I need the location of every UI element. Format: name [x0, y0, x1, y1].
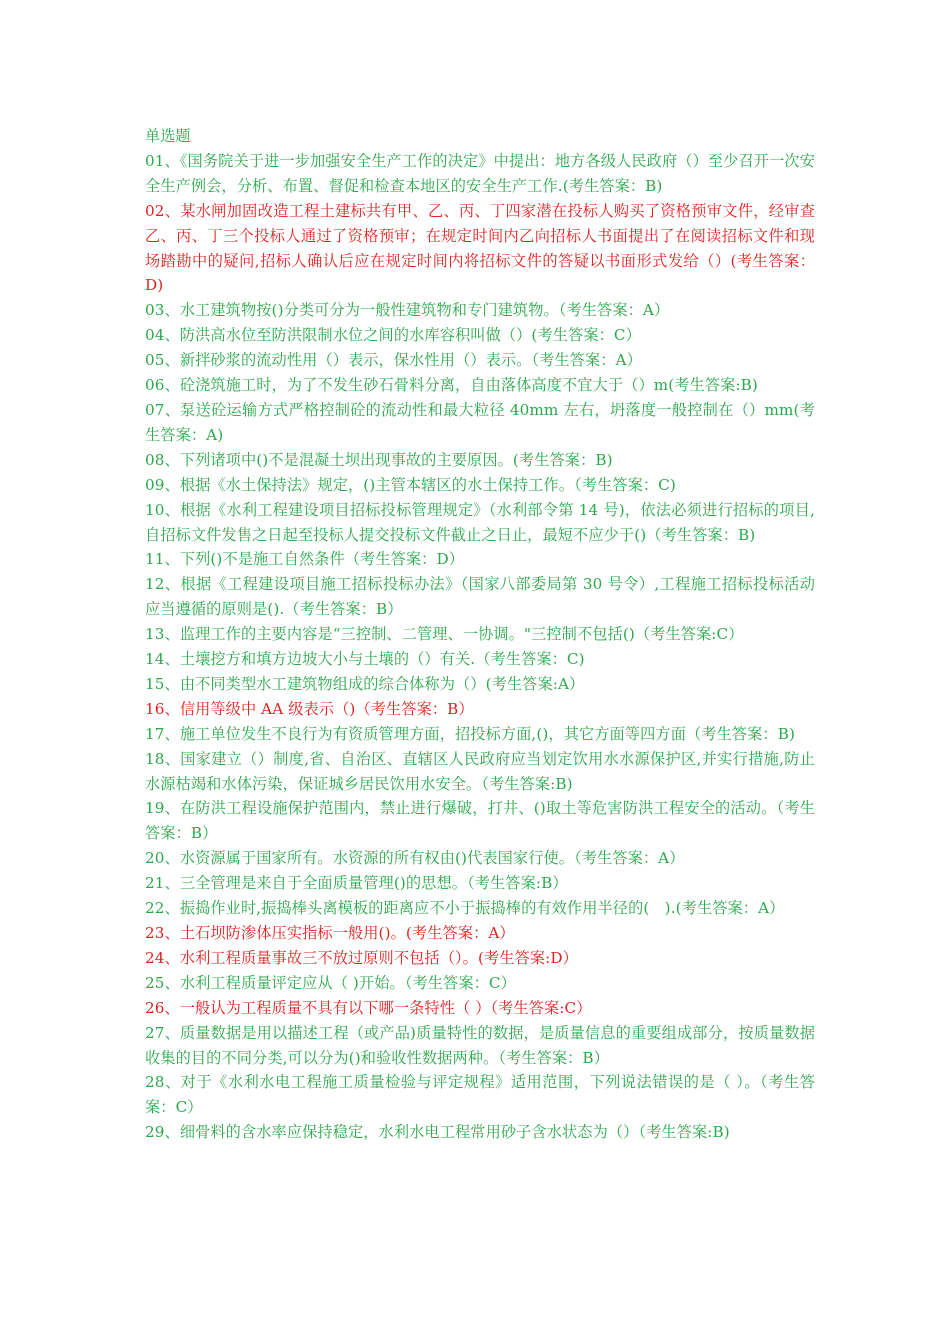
question-item: 27、质量数据是用以描述工程（或产品)质量特性的数据，是质量信息的重要组成部分，按质量数据收集的目的不同分类,可以分为()和验收性数据两种。（考生答案：B） — [145, 1023, 815, 1067]
section-title: 单选题 — [145, 127, 191, 145]
question-item: 13、监理工作的主要内容是“三控制、二管理、一协调。"三控制不包括()（考生答案:C） — [145, 625, 744, 644]
question-item: 19、在防洪工程设施保护范围内，禁止进行爆破，打井、()取土等危害防洪工程安全的活动。（考生答案：B） — [145, 799, 815, 843]
question-item: 12、根据《工程建设项目施工招标投标办法》（国家八部委局第 30 号令）,工程施工招标投标活动应当遵循的原则是().（考生答案：B） — [145, 575, 815, 619]
question-item: 22、振捣作业时,振捣棒头离模板的距离应不小于振捣棒的有效作用半径的( ).(考生答案：A） — [145, 899, 785, 918]
question-item: 26、一般认为工程质量不具有以下哪一条特性（ ）（考生答案:C） — [145, 998, 592, 1017]
question-item: 29、细骨料的含水率应保持稳定，水利水电工程常用砂子含水状态为（）（考生答案:B) — [145, 1123, 730, 1142]
question-item: 02、某水闸加固改造工程土建标共有甲、乙、丙、丁四家潜在投标人购买了资格预审文件，经审查乙、丙、丁三个投标人通过了资格预审；在规定时间内乙向招标人书面提出了在阅读招标文件和现场踏勘中的疑问,招标人确认后应在规定时间内将招标文件的答疑以书面形式发给（）(考生答案：D) — [145, 201, 815, 295]
question-list — [145, 124, 815, 1145]
question-item: 15、由不同类型水工建筑物组成的综合体称为（）(考生答案:A） — [145, 674, 585, 693]
question-item: 03、水工建筑物按()分类可分为一般性建筑物和专门建筑物。（考生答案：A） — [145, 301, 670, 320]
question-item: 24、水利工程质量事故三不放过原则不包括（）。(考生答案:D） — [145, 948, 578, 967]
question-item: 11、下列()不是施工自然条件（考生答案：D） — [145, 550, 465, 569]
question-item: 18、国家建立（）制度,省、自治区、直辖区人民政府应当划定饮用水水源保护区,并实行措施,防止水源枯竭和水体污染，保证城乡居民饮用水安全。（考生答案:B) — [145, 749, 815, 793]
question-item: 17、施工单位发生不良行为有资质管理方面，招投标方面,()，其它方面等四方面（考生答案：B) — [145, 724, 796, 743]
question-item: 21、三全管理是来自于全面质量管理()的思想。（考生答案:B） — [145, 874, 568, 893]
question-item: 06、砼浇筑施工时，为了不发生砂石骨料分离，自由落体高度不宜大于（）m(考生答案:B) — [145, 376, 758, 395]
question-item: 07、泵送砼运输方式严格控制砼的流动性和最大粒径 40mm 左右，坍落度一般控制在（）mm(考生答案：A) — [145, 400, 815, 444]
question-item: 01、《国务院关于进一步加强安全生产工作的决定》中提出：地方各级人民政府（）至少召开一次安全生产例会，分析、布置、督促和检查本地区的安全生产工作.(考生答案：B) — [145, 151, 815, 195]
question-item: 04、防洪高水位至防洪限制水位之间的水库容积叫做（）(考生答案：C） — [145, 326, 641, 345]
question-item: 16、信用等级中 AA 级表示（)（考生答案：B） — [145, 699, 474, 718]
question-item: 09、根据《水土保持法》规定，()主管本辖区的水土保持工作。（考生答案：C) — [145, 475, 676, 494]
question-item: 05、新拌砂浆的流动性用（）表示，保水性用（）表示。（考生答案：A） — [145, 351, 642, 370]
question-item: 10、根据《水利工程建设项目招标投标管理规定》（水利部令第 14 号)，依法必须进行招标的项目,自招标文件发售之日起至投标人提交投标文件截止之日止，最短不应少于()（考生答案：B) — [145, 500, 815, 544]
question-item: 28、对于《水利水电工程施工质量检验与评定规程》适用范围，下列说法错误的是（ ）。（考生答案：C） — [145, 1073, 815, 1117]
question-item: 23、土石坝防渗体压实指标一般用()。(考生答案：A） — [145, 924, 515, 942]
question-item: 08、下列诸项中()不是混凝土坝出现事故的主要原因。(考生答案：B) — [145, 450, 613, 469]
question-item: 25、水利工程质量评定应从（ )开始。（考生答案：C） — [145, 973, 516, 992]
question-item: 14、土壤挖方和填方边坡大小与土壤的（）有关.（考生答案：C) — [145, 650, 585, 669]
question-item: 20、水资源属于国家所有。水资源的所有权由()代表国家行使。（考生答案：A） — [145, 849, 685, 868]
